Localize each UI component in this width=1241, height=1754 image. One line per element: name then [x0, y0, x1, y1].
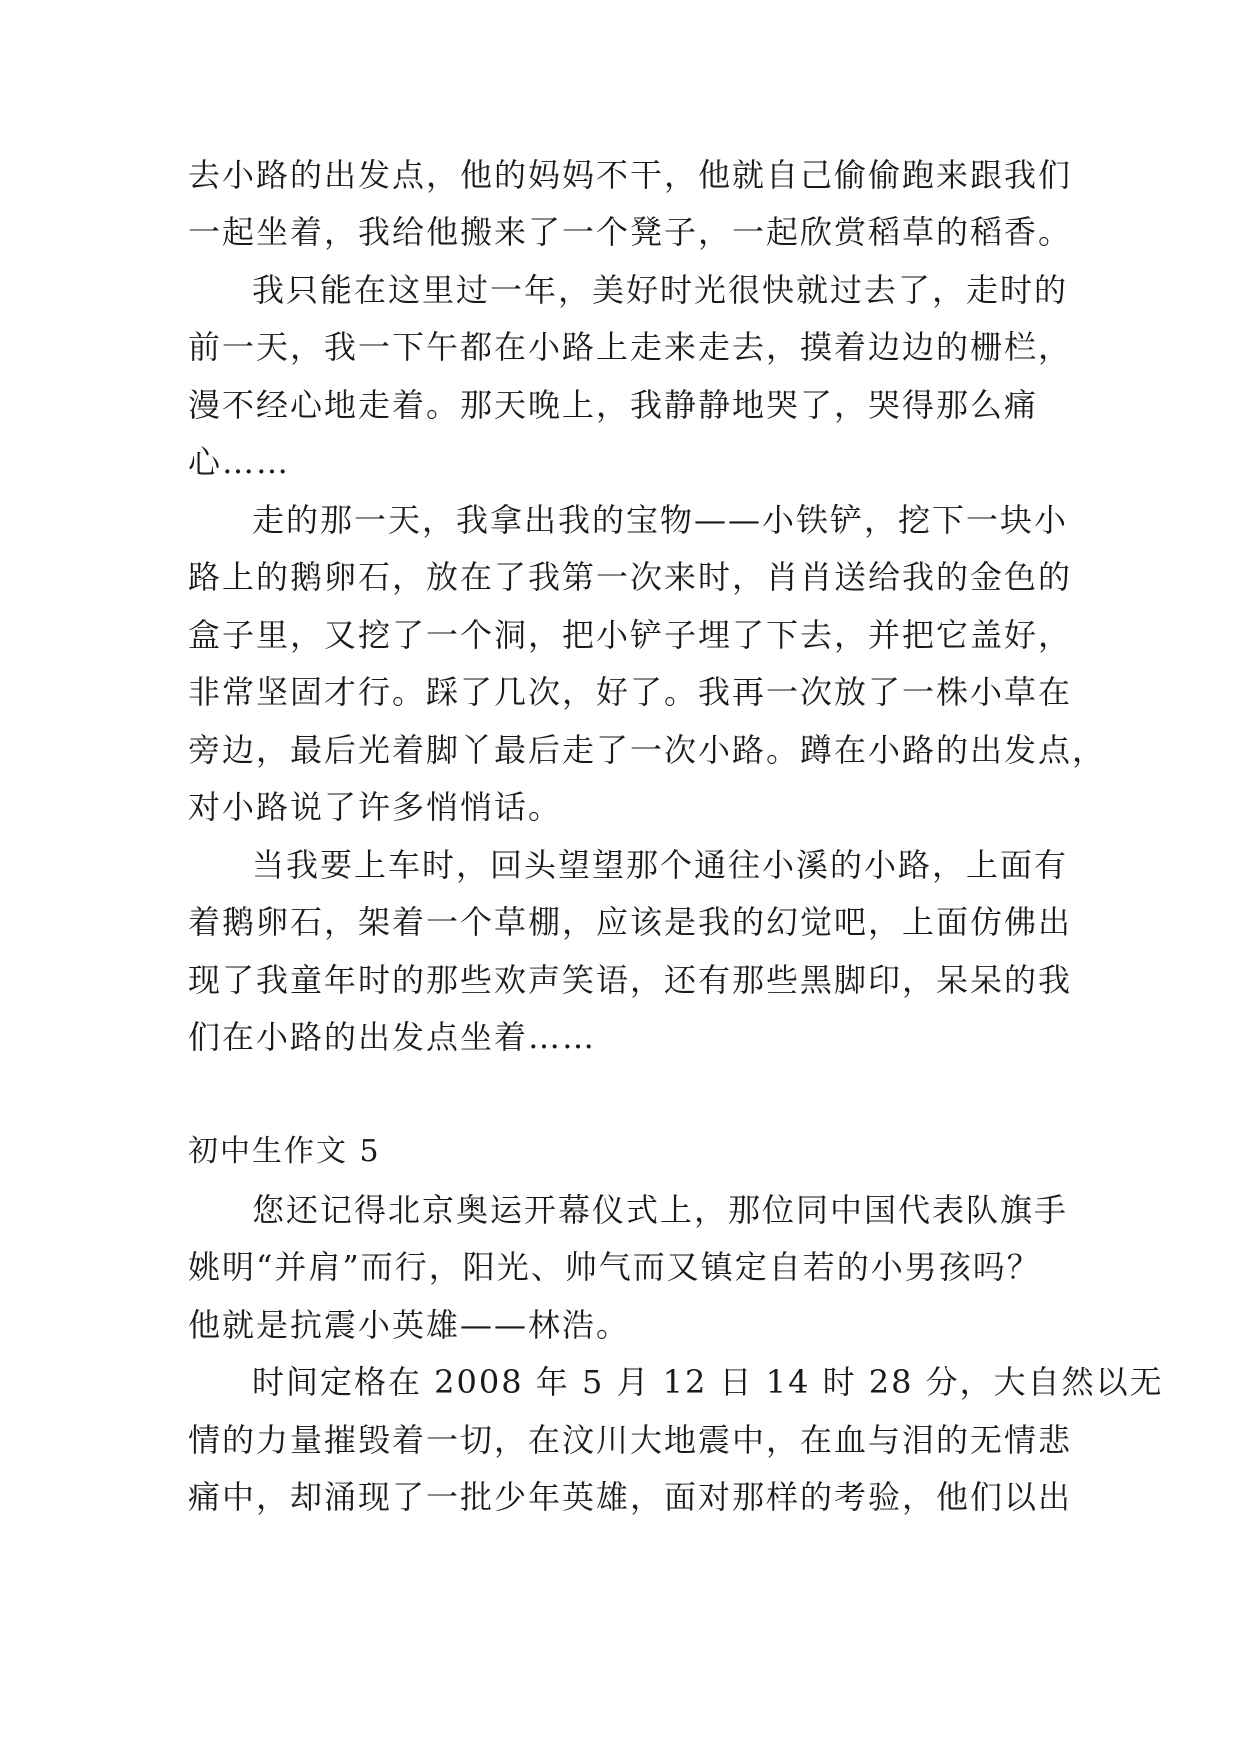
paragraph-2-line-4: 心……	[188, 443, 291, 481]
paragraph-2-line-1: 我只能在这里过一年，美好时光很快就过去了，走时的	[252, 271, 1069, 309]
paragraph-2-line-3: 漫不经心地走着。那天晚上，我静静地哭了，哭得那么痛	[188, 386, 1039, 424]
paragraph-3-line-1: 走的那一天，我拿出我的宝物——小铁铲，挖下一块小	[252, 501, 1069, 539]
paragraph-1-line-1: 去小路的出发点，他的妈妈不干，他就自己偷偷跑来跟我们	[188, 156, 1073, 194]
paragraph-6-line-1: 时间定格在 2008 年 5 月 12 日 14 时 28 分，大自然以无	[252, 1363, 1164, 1401]
paragraph-6-line-3: 痛中，却涌现了一批少年英雄，面对那样的考验，他们以出	[188, 1478, 1073, 1516]
paragraph-4-line-4: 们在小路的出发点坐着……	[188, 1018, 597, 1056]
paragraph-3-line-3: 盒子里，又挖了一个洞，把小铲子埋了下去，并把它盖好，	[188, 616, 1073, 654]
paragraph-2-line-2: 前一天，我一下午都在小路上走来走去，摸着边边的栅栏，	[188, 328, 1073, 366]
paragraph-4-line-3: 现了我童年时的那些欢声笑语，还有那些黑脚印，呆呆的我	[188, 961, 1073, 999]
paragraph-4-line-1: 当我要上车时，回头望望那个通往小溪的小路，上面有	[252, 846, 1069, 884]
paragraph-3-line-4: 非常坚固才行。踩了几次，好了。我再一次放了一株小草在	[188, 673, 1073, 711]
paragraph-3-line-5: 旁边，最后光着脚丫最后走了一次小路。蹲在小路的出发点，	[188, 731, 1107, 769]
paragraph-3-line-6: 对小路说了许多悄悄话。	[188, 788, 563, 826]
paragraph-6-line-2: 情的力量摧毁着一切，在汶川大地震中，在血与泪的无情悲	[188, 1421, 1073, 1459]
section-heading: 初中生作文 5	[188, 1134, 381, 1169]
paragraph-5-line-1: 您还记得北京奥运开幕仪式上，那位同中国代表队旗手	[252, 1191, 1069, 1229]
paragraph-5-line-3: 他就是抗震小英雄——林浩。	[188, 1306, 631, 1344]
paragraph-1-line-2: 一起坐着，我给他搬来了一个凳子，一起欣赏稻草的稻香。	[188, 213, 1073, 251]
paragraph-5-line-2: 姚明“并肩”而行，阳光、帅气而又镇定自若的小男孩吗？	[188, 1248, 1041, 1286]
paragraph-3-line-2: 路上的鹅卵石，放在了我第一次来时，肖肖送给我的金色的	[188, 558, 1073, 596]
paragraph-4-line-2: 着鹅卵石，架着一个草棚，应该是我的幻觉吧，上面仿佛出	[188, 903, 1073, 941]
